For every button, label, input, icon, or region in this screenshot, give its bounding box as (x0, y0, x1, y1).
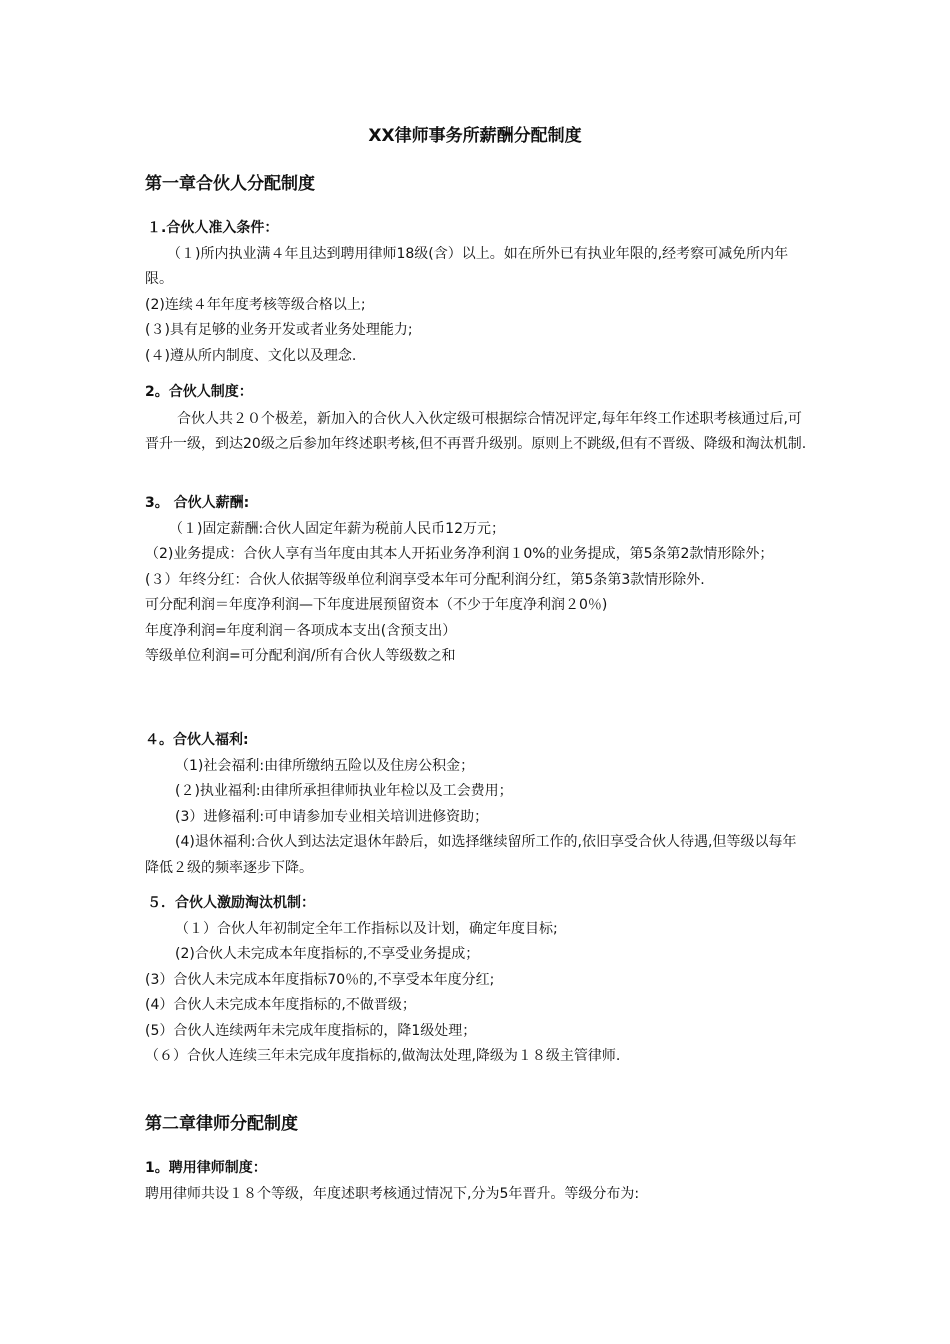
paragraph: （１)固定薪酬:合伙人固定年薪为税前人民币12万元； (169, 520, 505, 537)
section-heading: 3。 合伙人薪酬: (145, 495, 250, 511)
paragraph: （1)社会福利:由律所缴纳五险以及住房公积金； (175, 757, 475, 774)
section-1-4 (145, 728, 810, 881)
section-1-5 (145, 891, 810, 1070)
paragraph: (4)退休福利:合伙人到达法定退休年龄后，如选择继续留所工作的,依旧享受合伙人待遇,但等级以每年降低２级的频率逐步下降。 (145, 834, 797, 876)
paragraph: (４)遵从所内制度、文化以及理念. (145, 347, 357, 364)
paragraph: (5）合伙人连续两年未完成年度指标的，降1级处理； (145, 1022, 477, 1039)
section-heading: １.合伙人准入条件： (147, 220, 279, 236)
section-1-3 (145, 491, 810, 670)
section-1-2 (145, 380, 810, 458)
paragraph: （６）合伙人连续三年未完成年度指标的,做淘汰处理,降级为１８级主管律师. (145, 1048, 621, 1064)
section-2-1 (145, 1156, 810, 1207)
section-heading: 2。合伙人制度： (145, 384, 253, 400)
paragraph: （１)所内执业满４年且达到聘用律师18级(含）以上。如在所外已有执业年限的,经考察可减免所内年限。 (145, 245, 789, 287)
paragraph: (２)执业福利:由律所承担律师执业年检以及工会费用； (175, 783, 513, 799)
section-1-1 (145, 216, 810, 369)
paragraph: (3）进修福利:可申请参加专业相关培训进修资助； (175, 808, 489, 825)
paragraph: 聘用律师共设１８个等级，年度述职考核通过情况下,分为5年晋升。等级分布为: (145, 1185, 640, 1202)
paragraph: 等级单位利润=可分配利润/所有合伙人等级数之和 (145, 648, 456, 664)
paragraph: 可分配利润＝年度净利润—下年度进展预留资本（不少于年度净利润２0％) (145, 597, 608, 613)
section-heading: ５．合伙人激励淘汰机制： (147, 895, 315, 911)
paragraph: (4）合伙人未完成本年度指标的,不做晋级； (145, 997, 416, 1013)
paragraph: （１）合伙人年初制定全年工作指标以及计划，确定年度目标; (175, 920, 558, 937)
section-heading: 1。聘用律师制度： (145, 1160, 267, 1176)
paragraph: (３)具有足够的业务开发或者业务处理能力; (145, 322, 413, 338)
paragraph: （2)业务提成：合伙人享有当年度由其本人开拓业务净利润１0%的业务提成，第5条第2款情形除外； (145, 546, 774, 562)
document-title: XX律师事务所薪酬分配制度 (368, 126, 582, 146)
paragraph: (３）年终分红：合伙人依据等级单位利润享受本年可分配利润分红，第5条第3款情形除外. (145, 571, 705, 588)
chapter-1-heading: 第一章合伙人分配制度 (145, 174, 315, 194)
paragraph: 合伙人共２０个极差，新加入的合伙人入伙定级可根据综合情况评定,每年年终工作述职考核通过后,可晋升一级，到达20级之后参加年终述职考核,但不再晋升级别。原则上不跳级,但有不晋级、降级和淘汰机制. (145, 410, 807, 452)
paragraph: (3）合伙人未完成本年度指标70％的,不享受本年度分红; (145, 971, 495, 988)
chapter-2-heading: 第二章律师分配制度 (145, 1114, 298, 1134)
paragraph: 年度净利润=年度利润－各项成本支出(含预支出） (145, 622, 457, 639)
paragraph: (2)合伙人未完成本年度指标的,不享受业务提成； (175, 946, 480, 962)
section-heading: ４。合伙人福利: (145, 732, 249, 748)
paragraph: (2)连续４年年度考核等级合格以上; (145, 296, 366, 313)
